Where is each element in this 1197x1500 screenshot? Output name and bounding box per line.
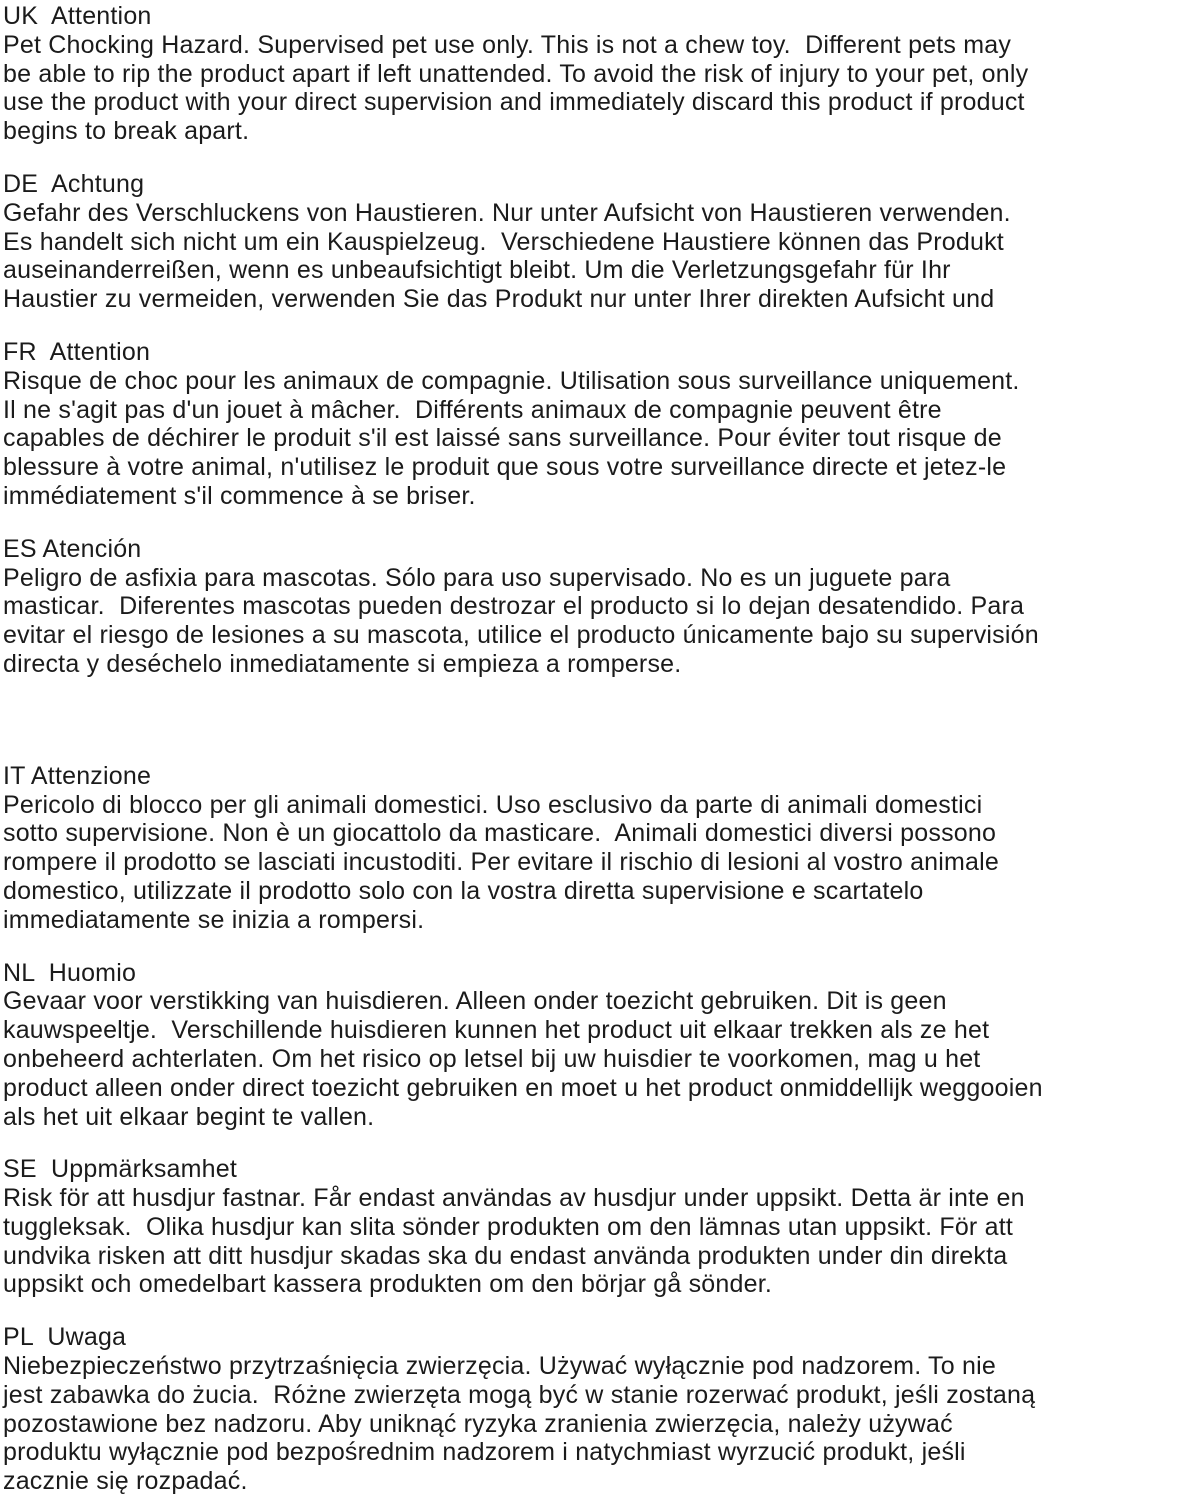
text-line: Peligro de asfixia para mascotas. Sólo para uso supervisado. No es un juguete para xyxy=(3,563,951,592)
text-line: begins to break apart. xyxy=(3,117,250,146)
text-line: immédiatement s'il commence à se briser. xyxy=(3,481,476,510)
text-line: Niebezpieczeństwo przytrzaśnięcia zwierzęcia. Używać wyłącznie pod nadzorem. To nie xyxy=(3,1352,996,1381)
text-line: be able to rip the product apart if left unattended. To avoid the risk of injury to your pet, only xyxy=(3,59,1029,88)
warning-section-fr xyxy=(3,338,1197,511)
text-line: Haustier zu vermeiden, verwenden Sie das Produkt nur unter Ihrer direkten Aufsicht und xyxy=(3,285,995,314)
section-heading: SE Uppmärksamhet xyxy=(3,1155,238,1184)
warning-section-nl xyxy=(3,959,1197,1132)
text-line: produktu wyłącznie pod bezpośrednim nadzorem i natychmiast wyrzucić produkt, jeśli xyxy=(3,1438,966,1467)
warning-section-de xyxy=(3,170,1197,314)
text-line: Pericolo di blocco per gli animali domestici. Uso esclusivo da parte di animali domestici xyxy=(3,790,983,819)
text-line: kauwspeeltje. Verschillende huisdieren kunnen het product uit elkaar trekken als ze het xyxy=(3,1016,990,1045)
text-line: Es handelt sich nicht um ein Kauspielzeug. Verschiedene Haustiere können das Produkt xyxy=(3,227,1004,256)
warning-section-es xyxy=(3,535,1197,679)
warning-section-it xyxy=(3,762,1197,935)
text-line: rompere il prodotto se lasciati incustoditi. Per evitare il rischio di lesioni al vostro animale xyxy=(3,848,1000,877)
text-line: sotto supervisione. Non è un giocattolo da masticare. Animali domestici diversi possono xyxy=(3,819,997,848)
text-line: evitar el riesgo de lesiones a su mascota, utilice el producto únicamente bajo su supervisión xyxy=(3,621,1039,650)
text-line: tuggleksak. Olika husdjur kan slita sönder produkten om den lämnas utan uppsikt. För att xyxy=(3,1212,1013,1241)
text-line: Risque de choc pour les animaux de compagnie. Utilisation sous surveillance uniquement. xyxy=(3,366,1020,395)
text-line: masticar. Diferentes mascotas pueden destrozar el producto si lo dejan desatendido. Para xyxy=(3,592,1025,621)
warning-section-se xyxy=(3,1155,1197,1299)
section-heading: FR Attention xyxy=(3,337,151,366)
text-line: als het uit elkaar begint te vallen. xyxy=(3,1102,375,1131)
text-line: pozostawione bez nadzoru. Aby uniknąć ryzyka zranienia zwierzęcia, należy używać xyxy=(3,1409,953,1438)
section-heading: NL Huomio xyxy=(3,958,137,987)
text-line: undvika risken att ditt husdjur skadas ska du endast använda produkten under din direkta xyxy=(3,1241,1008,1270)
text-line: Il ne s'agit pas d'un jouet à mâcher. Différents animaux de compagnie peuvent être xyxy=(3,395,942,424)
text-line: product alleen onder direct toezicht gebruiken en moet u het product onmiddellijk weggooien xyxy=(3,1073,1043,1102)
text-line: Pet Chocking Hazard. Supervised pet use only. This is not a chew toy. Different pets may xyxy=(3,30,1012,59)
warning-section-pl xyxy=(3,1323,1197,1496)
text-line: uppsikt och omedelbart kassera produkten om den börjar gå sönder. xyxy=(3,1270,773,1299)
text-line: immediatamente se inizia a rompersi. xyxy=(3,905,425,934)
text-line: directa y deséchelo inmediatamente si empieza a romperse. xyxy=(3,649,682,678)
section-heading: PL Uwaga xyxy=(3,1323,127,1352)
section-heading: DE Achtung xyxy=(3,169,145,198)
text-line: jest zabawka do żucia. Różne zwierzęta mogą być w stanie rozerwać produkt, jeśli zostaną xyxy=(3,1380,1036,1409)
section-heading: ES Atención xyxy=(3,534,142,563)
warning-section-uk xyxy=(3,2,1197,146)
text-line: onbeheerd achterlaten. Om het risico op letsel bij uw huisdier te voorkomen, mag u het xyxy=(3,1044,981,1073)
text-line: use the product with your direct supervision and immediately discard this product if product xyxy=(3,88,1025,117)
text-line: capables de déchirer le produit s'il est laissé sans surveillance. Pour éviter tout risque de xyxy=(3,424,1002,453)
section-heading: IT Attenzione xyxy=(3,761,152,790)
text-line: Gefahr des Verschluckens von Haustieren. Nur unter Aufsicht von Haustieren verwenden. xyxy=(3,198,1011,227)
section-heading: UK Attention xyxy=(3,2,152,30)
text-line: Gevaar voor verstikking van huisdieren. Alleen onder toezicht gebruiken. Dit is geen xyxy=(3,987,947,1016)
text-line: zacznie się rozpadać. xyxy=(3,1467,248,1496)
text-line: domestico, utilizzate il prodotto solo con la vostra diretta supervisione e scartatelo xyxy=(3,876,924,905)
text-line: blessure à votre animal, n'utilisez le produit que sous votre surveillance directe et jetez-le xyxy=(3,453,1007,482)
text-line: auseinanderreißen, wenn es unbeaufsichtigt bleibt. Um die Verletzungsgefahr für Ihr xyxy=(3,256,951,285)
text-line: Risk för att husdjur fastnar. Får endast användas av husdjur under uppsikt. Detta är inte en xyxy=(3,1184,1025,1213)
